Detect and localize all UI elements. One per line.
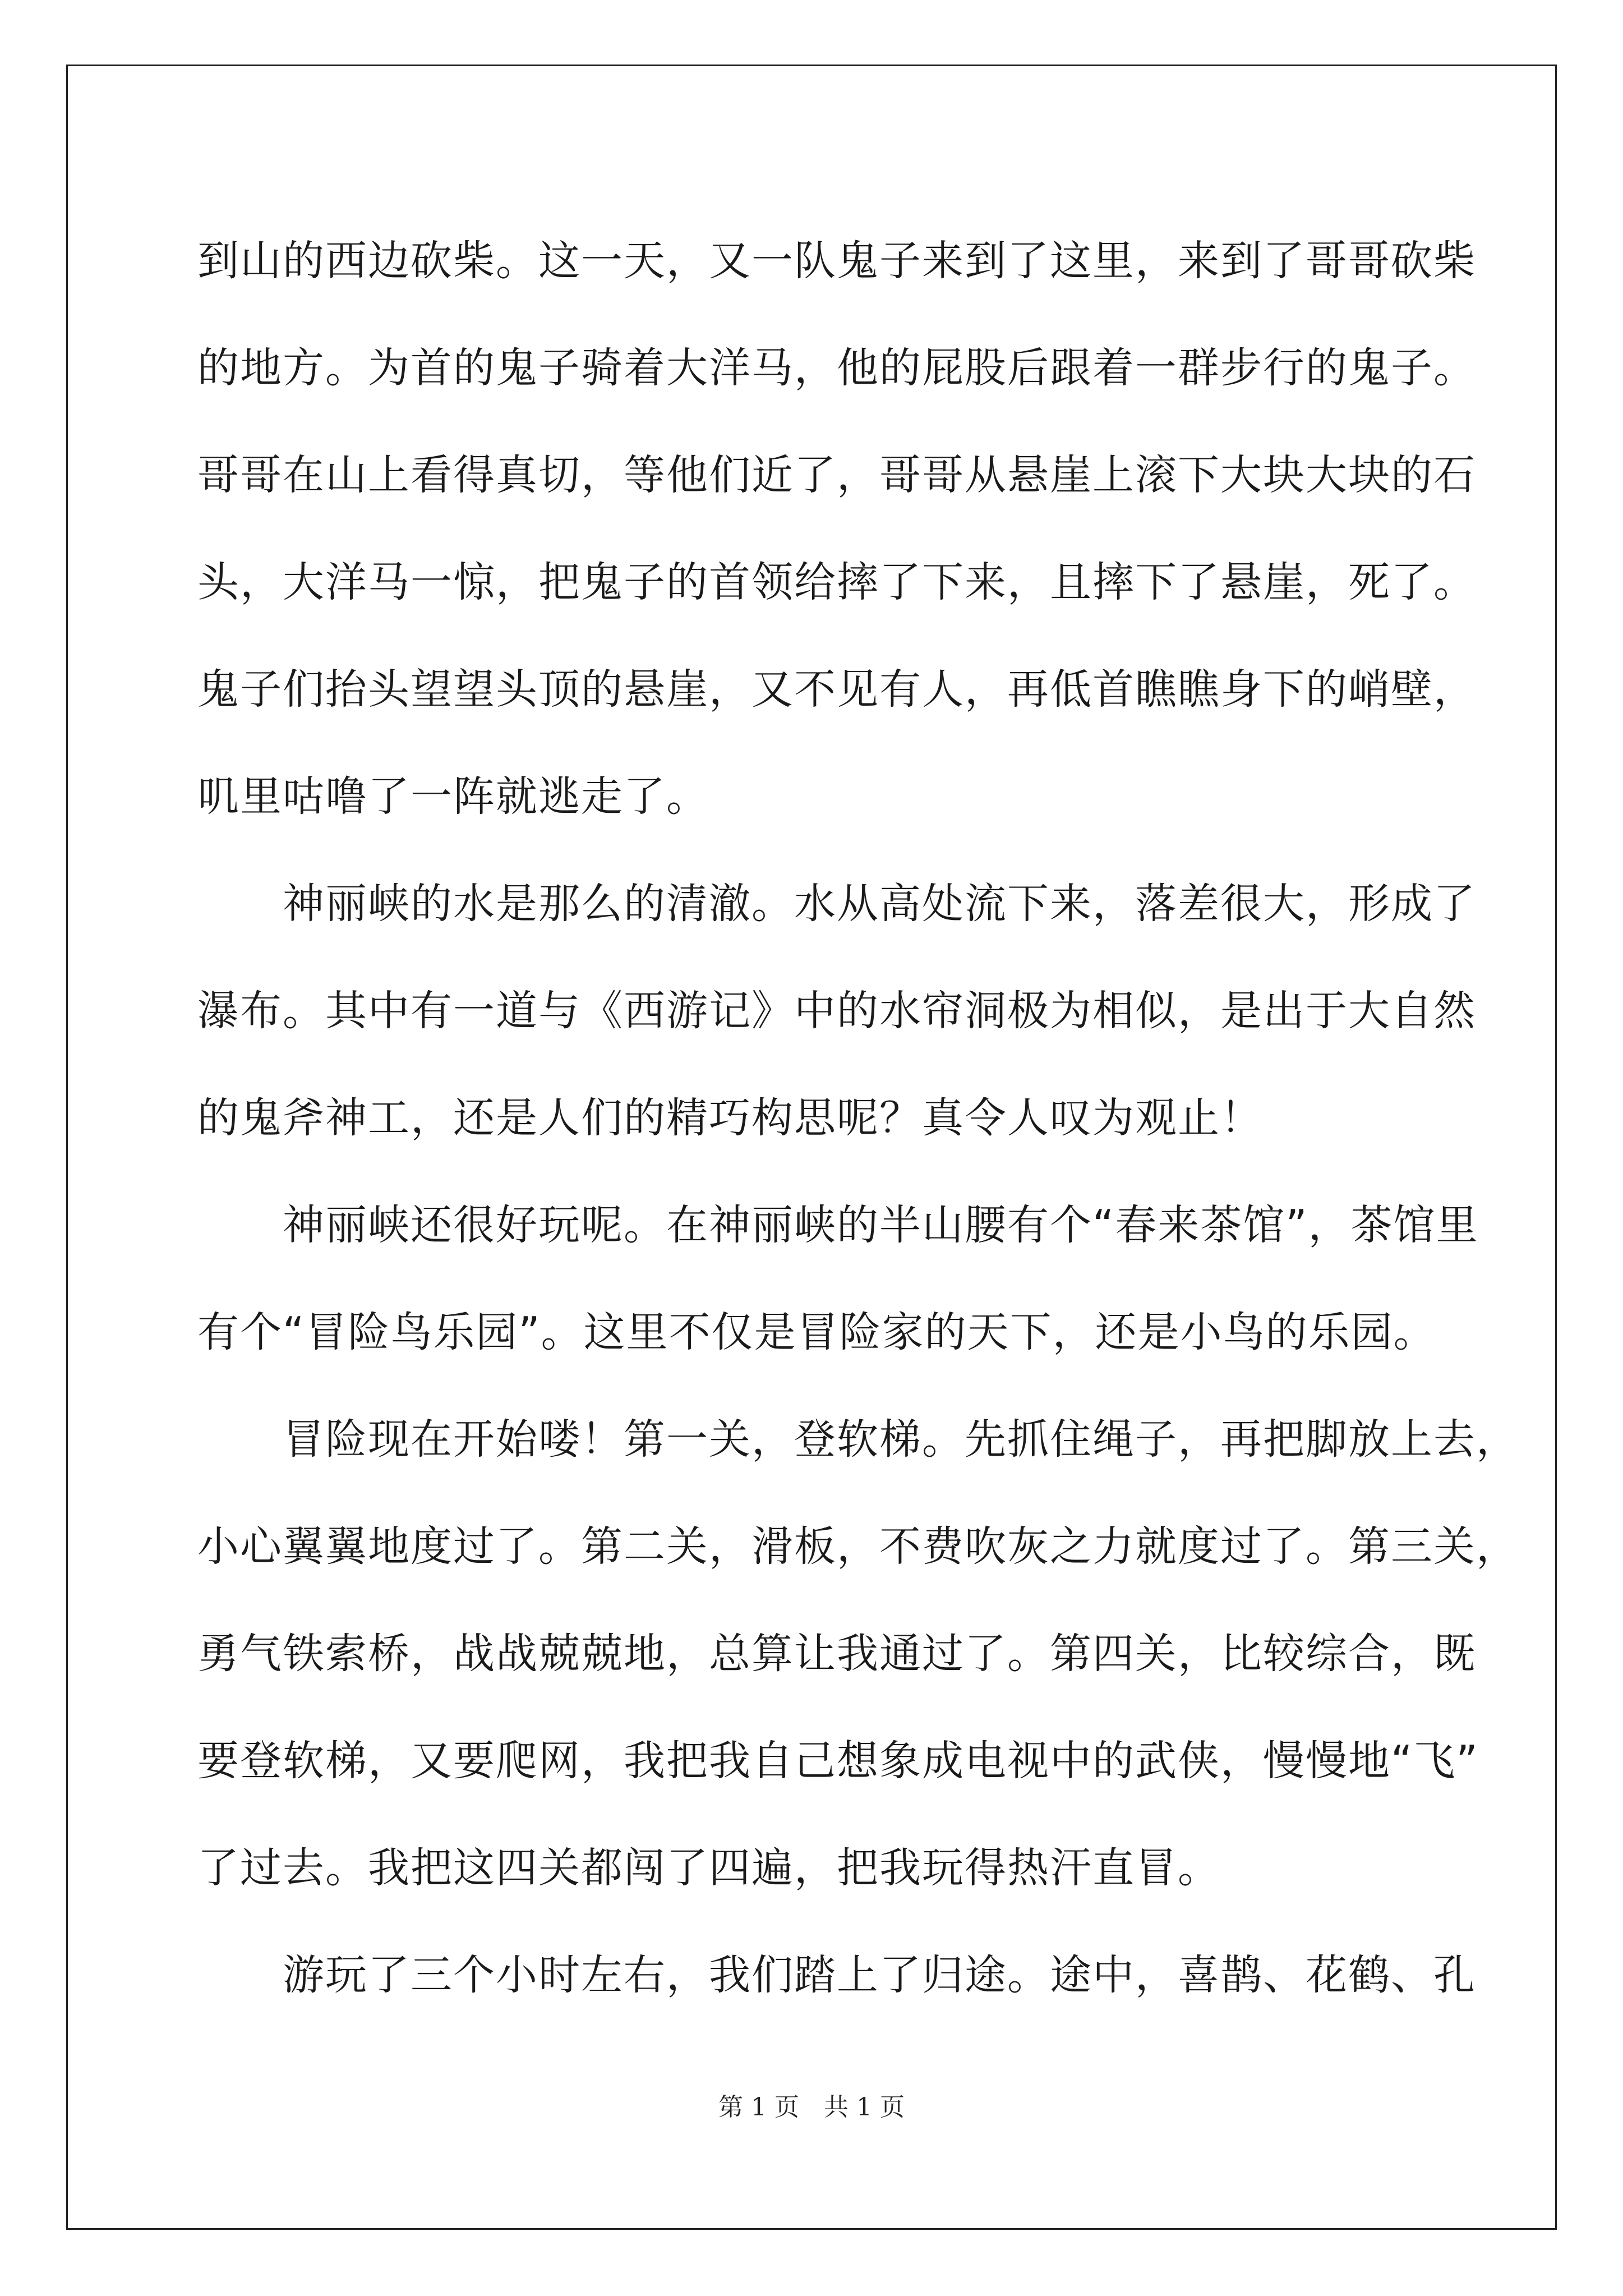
text-line: 鬼子们抬头望望头顶的悬崖，又不见有人，再低首瞧瞧身下的峭壁， — [197, 665, 1476, 714]
text-line: 神丽峡还很好玩呢。在神丽峡的半山腰有个“春来茶馆”，茶馆里 — [197, 1201, 1479, 1249]
text-line: 的地方。为首的鬼子骑着大洋马，他的屁股后跟着一群步行的鬼子。 — [197, 344, 1476, 392]
text-line: 游玩了三个小时左右，我们踏上了归途。途中，喜鹊、花鹤、孔 — [197, 1951, 1476, 1999]
text-line: 勇气铁索桥，战战兢兢地，总算让我通过了。第四关，比较综合，既 — [197, 1630, 1476, 1678]
document-body — [197, 208, 1519, 2029]
text-line: 要登软梯，又要爬网，我把我自己想象成电视中的武侠，慢慢地“飞” — [197, 1737, 1479, 1785]
text-line: 瀑布。其中有一道与《西游记》中的水帘洞极为相似，是出于大自然 — [197, 987, 1476, 1035]
text-line: 小心翼翼地度过了。第二关，滑板，不费吹灰之力就度过了。第三关， — [197, 1522, 1519, 1571]
text-line: 了过去。我把这四关都闯了四遍，把我玩得热汗直冒。 — [197, 1844, 1220, 1892]
text-line: 到山的西边砍柴。这一天，又一队鬼子来到了这里，来到了哥哥砍柴 — [197, 237, 1476, 285]
text-line: 哥哥在山上看得真切，等他们近了，哥哥从悬崖上滚下大块大块的石 — [197, 451, 1476, 499]
text-line: 有个“冒险鸟乐园”。这里不仅是冒险家的天下，还是小鸟的乐园。 — [197, 1308, 1436, 1356]
text-line: 神丽峡的水是那么的清澈。水从高处流下来，落差很大，形成了 — [197, 880, 1476, 928]
text-line: 叽里咕噜了一阵就逃走了。 — [197, 772, 709, 821]
text-line: 冒险现在开始喽！第一关，登软梯。先抓住绳子，再把脚放上去， — [197, 1415, 1519, 1464]
page-number-footer: 第 1 页 共 1 页 — [718, 2093, 905, 2122]
text-line: 的鬼斧神工，还是人们的精巧构思呢？真令人叹为观止！ — [197, 1094, 1263, 1142]
text-line: 头，大洋马一惊，把鬼子的首领给摔了下来，且摔下了悬崖，死了。 — [197, 558, 1476, 606]
